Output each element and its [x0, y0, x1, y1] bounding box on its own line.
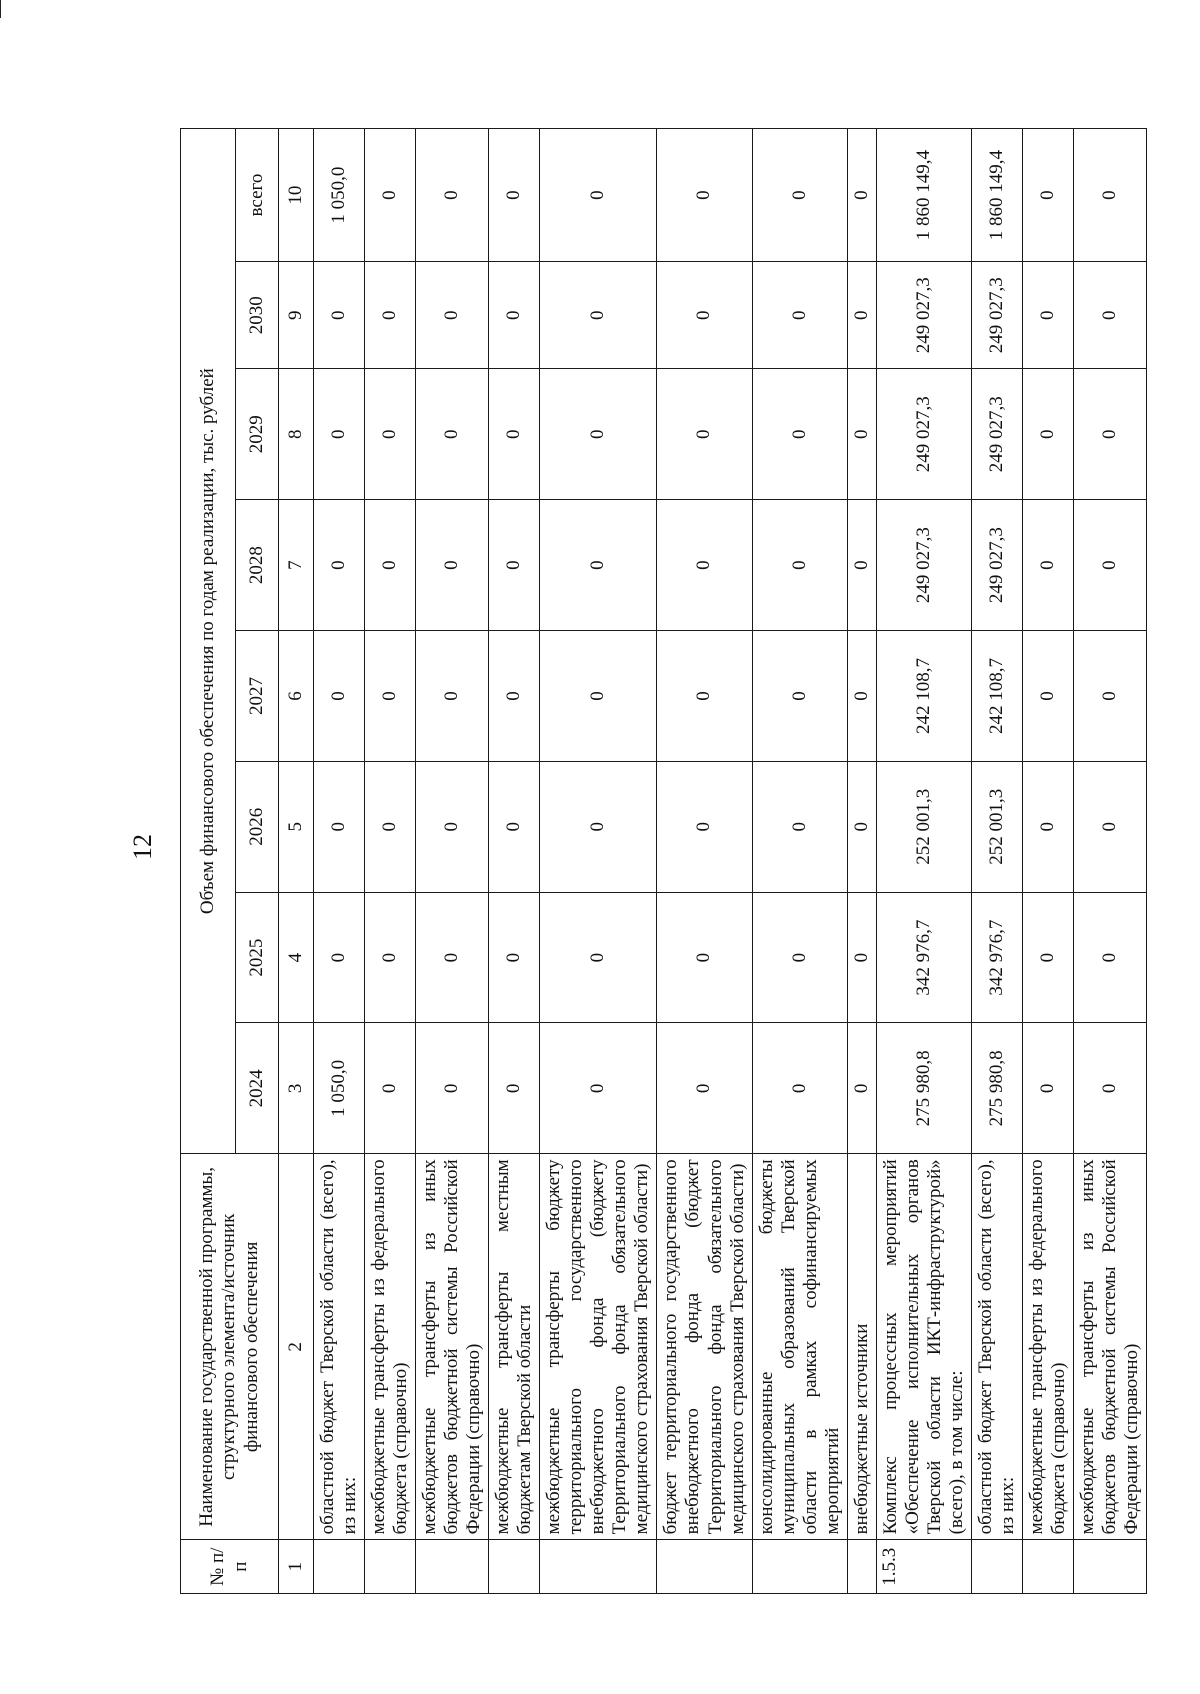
row-year-value: 0 — [489, 262, 540, 369]
row-source-name: областной бюджет Тверской области (всего), из них: — [971, 1154, 1022, 1540]
column-number: 4 — [279, 892, 314, 1023]
row-year-value: 249 027,3 — [971, 262, 1022, 369]
row-year-value: 249 027,3 — [971, 369, 1022, 500]
column-number: 10 — [279, 129, 314, 262]
row-year-value: 0 — [416, 892, 489, 1023]
row-source-name: межбюджетные трансферты из федерального бюджета (справочно) — [1022, 1154, 1073, 1540]
table-body — [279, 129, 1147, 1594]
row-source-name: Комплекс процессных мероприятий «Обеспечение исполнительных органов Тверской области ИКТ-инфраструктурой» (всего), в том числе: — [876, 1154, 971, 1540]
row-year-value: 0 — [540, 262, 657, 369]
table-row — [1022, 129, 1073, 1594]
row-number — [1022, 1540, 1073, 1594]
row-year-value: 0 — [365, 262, 416, 369]
column-number: 9 — [279, 262, 314, 369]
row-year-value: 249 027,3 — [876, 369, 971, 500]
row-total-value: 0 — [1073, 129, 1146, 262]
row-year-value: 342 976,7 — [876, 892, 971, 1023]
row-year-value: 0 — [657, 631, 752, 762]
header-no: № п/п — [181, 1540, 279, 1594]
row-year-value: 0 — [1022, 262, 1073, 369]
row-year-value: 0 — [489, 369, 540, 500]
row-number: 1.5.3 — [876, 1540, 971, 1594]
row-year-value: 0 — [752, 500, 847, 631]
row-year-value: 0 — [489, 500, 540, 631]
row-year-value: 0 — [1073, 369, 1146, 500]
row-year-value: 0 — [365, 500, 416, 631]
table-row — [365, 129, 416, 1594]
row-total-value: 0 — [1022, 129, 1073, 262]
row-year-value: 249 027,3 — [876, 262, 971, 369]
row-year-value: 0 — [489, 631, 540, 762]
row-year-value: 0 — [540, 1023, 657, 1154]
row-year-value: 0 — [489, 892, 540, 1023]
row-year-value: 0 — [416, 369, 489, 500]
row-total-value: 1 860 149,4 — [971, 129, 1022, 262]
row-year-value: 0 — [365, 631, 416, 762]
row-year-value: 0 — [365, 369, 416, 500]
table-row — [971, 129, 1022, 1594]
row-year-value: 0 — [752, 892, 847, 1023]
row-source-name: межбюджетные трансферты бюджету территориального государственного внебюджетного фонда (бюджету Территориального фонда обязательного медицинского страхования Тверской области) — [540, 1154, 657, 1540]
row-year-value: 0 — [1073, 892, 1146, 1023]
row-number — [847, 1540, 876, 1594]
row-year-value: 0 — [847, 500, 876, 631]
header-volume-group: Объем финансового обеспечения по годам реализации, тыс. рублей — [181, 129, 236, 1154]
row-source-name: межбюджетные трансферты из иных бюджетов бюджетной системы Российской Федерации (справочно) — [416, 1154, 489, 1540]
row-number — [752, 1540, 847, 1594]
row-year-value: 0 — [314, 500, 365, 631]
header-year: 2026 — [236, 761, 279, 892]
row-year-value: 0 — [657, 369, 752, 500]
row-year-value: 249 027,3 — [876, 500, 971, 631]
column-number: 3 — [279, 1023, 314, 1154]
header-year: 2028 — [236, 500, 279, 631]
row-year-value: 0 — [416, 1023, 489, 1154]
table-row — [847, 129, 876, 1594]
header-name: Наименование государственной программы, структурного элемента/источник финансового обеспечения — [181, 1154, 279, 1540]
header-year: 2029 — [236, 369, 279, 500]
row-year-value: 0 — [752, 369, 847, 500]
row-source-name: внебюджетные источники — [847, 1154, 876, 1540]
row-year-value: 0 — [1073, 262, 1146, 369]
header-year: 2030 — [236, 262, 279, 369]
column-number: 1 — [279, 1540, 314, 1594]
row-total-value: 1 050,0 — [314, 129, 365, 262]
row-year-value: 0 — [314, 761, 365, 892]
row-year-value: 252 001,3 — [876, 761, 971, 892]
row-year-value: 0 — [847, 761, 876, 892]
row-year-value: 0 — [657, 761, 752, 892]
row-year-value: 0 — [847, 892, 876, 1023]
row-year-value: 0 — [365, 761, 416, 892]
row-year-value: 0 — [1022, 892, 1073, 1023]
table-row — [416, 129, 489, 1594]
row-number — [314, 1540, 365, 1594]
row-year-value: 0 — [540, 369, 657, 500]
row-year-value: 0 — [416, 500, 489, 631]
row-year-value: 0 — [365, 892, 416, 1023]
row-total-value: 0 — [847, 129, 876, 262]
row-year-value: 0 — [416, 262, 489, 369]
column-number: 8 — [279, 369, 314, 500]
row-year-value: 0 — [540, 761, 657, 892]
row-total-value: 1 860 149,4 — [876, 129, 971, 262]
row-year-value: 0 — [489, 1023, 540, 1154]
row-source-name: межбюджетные трансферты местным бюджетам Тверской области — [489, 1154, 540, 1540]
row-year-value: 0 — [314, 631, 365, 762]
row-number — [657, 1540, 752, 1594]
column-number: 7 — [279, 500, 314, 631]
header-total: всего — [236, 129, 279, 262]
row-total-value: 0 — [365, 129, 416, 262]
row-total-value: 0 — [416, 129, 489, 262]
row-number — [416, 1540, 489, 1594]
header-year: 2024 — [236, 1023, 279, 1154]
row-year-value: 0 — [416, 631, 489, 762]
row-year-value: 275 980,8 — [876, 1023, 971, 1154]
column-number: 5 — [279, 761, 314, 892]
row-number — [971, 1540, 1022, 1594]
row-year-value: 0 — [314, 262, 365, 369]
row-year-value: 0 — [489, 761, 540, 892]
financing-table — [180, 128, 1147, 1594]
row-year-value: 0 — [365, 1023, 416, 1154]
row-year-value: 0 — [540, 500, 657, 631]
row-year-value: 242 108,7 — [971, 631, 1022, 762]
row-year-value: 0 — [1073, 761, 1146, 892]
row-year-value: 0 — [752, 761, 847, 892]
row-year-value: 0 — [416, 761, 489, 892]
table-row — [657, 129, 752, 1594]
row-year-value: 0 — [1022, 369, 1073, 500]
row-year-value: 0 — [657, 1023, 752, 1154]
row-year-value: 249 027,3 — [971, 500, 1022, 631]
row-total-value: 0 — [540, 129, 657, 262]
row-year-value: 0 — [657, 262, 752, 369]
row-year-value: 275 980,8 — [971, 1023, 1022, 1154]
row-year-value: 0 — [657, 500, 752, 631]
row-number — [365, 1540, 416, 1594]
table-row — [876, 129, 971, 1594]
row-year-value: 0 — [752, 1023, 847, 1154]
table-row — [489, 129, 540, 1594]
column-number-row — [279, 129, 314, 1594]
header-year: 2027 — [236, 631, 279, 762]
row-year-value: 342 976,7 — [971, 892, 1022, 1023]
row-source-name: межбюджетные трансферты из федерального бюджета (справочно) — [365, 1154, 416, 1540]
row-year-value: 0 — [1022, 500, 1073, 631]
row-source-name: межбюджетные трансферты из иных бюджетов бюджетной системы Российской Федерации (справочно) — [1073, 1154, 1146, 1540]
row-year-value: 0 — [847, 631, 876, 762]
row-total-value: 0 — [489, 129, 540, 262]
row-year-value: 0 — [314, 369, 365, 500]
row-source-name: консолидированные бюджеты муниципальных образований Тверской области в рамках софинансируемых мероприятий — [752, 1154, 847, 1540]
row-year-value: 1 050,0 — [314, 1023, 365, 1154]
row-year-value: 242 108,7 — [876, 631, 971, 762]
column-number: 2 — [279, 1154, 314, 1540]
column-number: 6 — [279, 631, 314, 762]
table-row — [314, 129, 365, 1594]
row-year-value: 0 — [1022, 1023, 1073, 1154]
row-year-value: 0 — [1022, 631, 1073, 762]
row-year-value: 0 — [752, 631, 847, 762]
row-year-value: 0 — [657, 892, 752, 1023]
row-number — [540, 1540, 657, 1594]
row-year-value: 0 — [1022, 761, 1073, 892]
row-year-value: 0 — [752, 262, 847, 369]
row-year-value: 252 001,3 — [971, 761, 1022, 892]
row-source-name: бюджет территориального государственного внебюджетного фонда (бюджет Территориального фонда обязательного медицинского страхования Тверской области) — [657, 1154, 752, 1540]
table-row — [752, 129, 847, 1594]
table-row — [1073, 129, 1146, 1594]
row-year-value: 0 — [847, 1023, 876, 1154]
row-year-value: 0 — [847, 369, 876, 500]
row-source-name: областной бюджет Тверской области (всего), из них: — [314, 1154, 365, 1540]
row-total-value: 0 — [657, 129, 752, 262]
row-year-value: 0 — [540, 631, 657, 762]
row-year-value: 0 — [540, 892, 657, 1023]
row-year-value: 0 — [847, 262, 876, 369]
table-row — [540, 129, 657, 1594]
row-year-value: 0 — [314, 892, 365, 1023]
row-total-value: 0 — [752, 129, 847, 262]
header-year: 2025 — [236, 892, 279, 1023]
row-number — [1073, 1540, 1146, 1594]
row-year-value: 0 — [1073, 1023, 1146, 1154]
row-year-value: 0 — [1073, 631, 1146, 762]
row-number — [489, 1540, 540, 1594]
row-year-value: 0 — [1073, 500, 1146, 631]
page-number: 12 — [128, 834, 157, 860]
